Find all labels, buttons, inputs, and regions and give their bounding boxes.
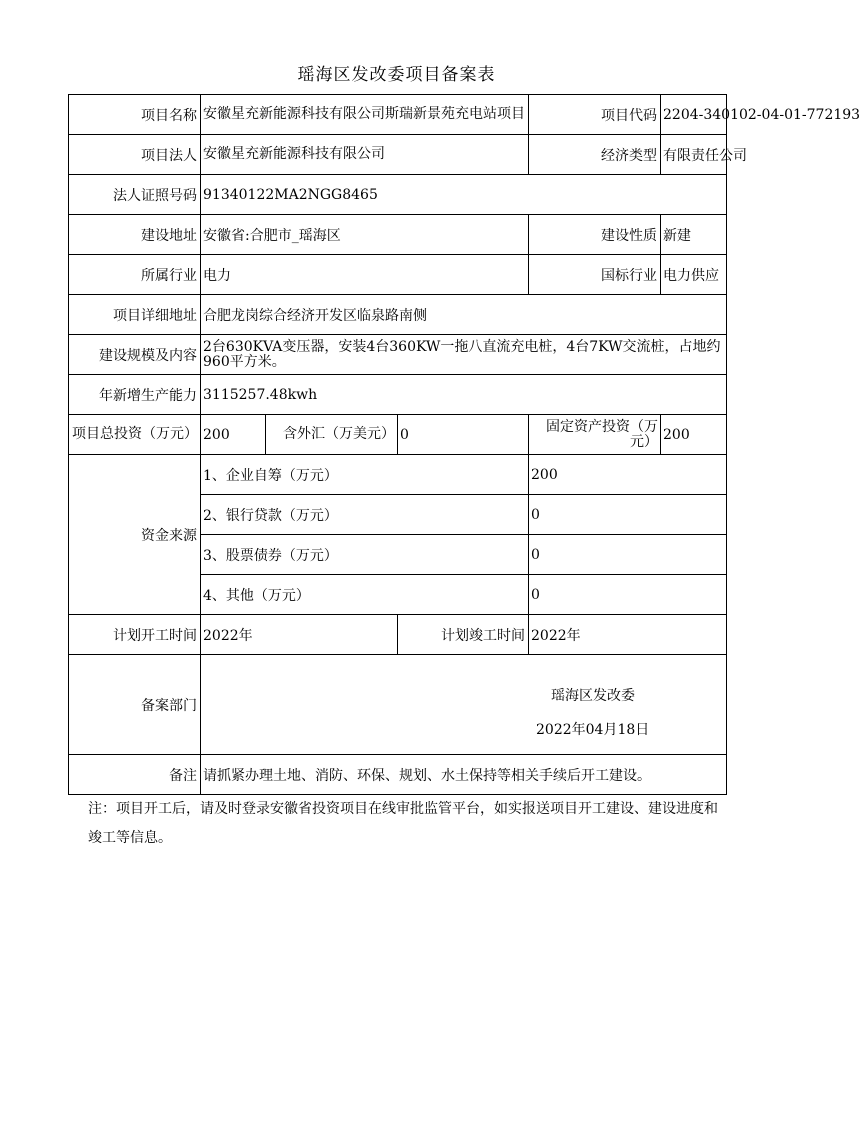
license-no-label: 法人证照号码 xyxy=(69,175,201,215)
industry-value: 电力 xyxy=(201,255,529,295)
finish-time-label: 计划竣工时间 xyxy=(398,615,529,655)
project-code-label: 项目代码 xyxy=(529,95,661,135)
scale-value: 2台630KVA变压器，安装4台360KW一拖八直流充电桩，4台7KW交流桩，占地约960平方米。 xyxy=(201,335,727,375)
row-industry xyxy=(69,255,727,295)
national-industry-value: 电力供应 xyxy=(661,255,727,295)
industry-label: 所属行业 xyxy=(69,255,201,295)
funding-item-value: 200 xyxy=(529,455,727,495)
license-no-value: 91340122MA2NGG8465 xyxy=(201,175,727,215)
address-value: 合肥龙岗综合经济开发区临泉路南侧 xyxy=(201,295,727,335)
capacity-label: 年新增生产能力 xyxy=(69,375,201,415)
record-table xyxy=(68,94,860,795)
address-label: 项目详细地址 xyxy=(69,295,201,335)
dept-label: 备案部门 xyxy=(69,655,201,755)
row-location xyxy=(69,215,727,255)
legal-entity-label: 项目法人 xyxy=(69,135,201,175)
funding-item-label: 2、银行贷款（万元） xyxy=(201,495,529,535)
location-value: 安徽省:合肥市_瑶海区 xyxy=(201,215,529,255)
total-investment-value: 200 xyxy=(201,415,266,455)
economic-type-label: 经济类型 xyxy=(529,135,661,175)
funding-item-label: 3、股票债券（万元） xyxy=(201,535,529,575)
dept-cell xyxy=(201,655,727,755)
dept-date: 2022年04月18日 xyxy=(536,721,650,738)
capacity-value: 3115257.48kwh xyxy=(201,375,727,415)
nature-label: 建设性质 xyxy=(529,215,661,255)
fixed-assets-label: 固定资产投资（万元） xyxy=(529,415,661,455)
start-time-value: 2022年 xyxy=(201,615,398,655)
row-funding-1 xyxy=(69,455,727,495)
funding-item-value: 0 xyxy=(529,495,727,535)
funding-item-label: 4、其他（万元） xyxy=(201,575,529,615)
start-time-label: 计划开工时间 xyxy=(69,615,201,655)
dept-name: 瑶海区发改委 xyxy=(551,687,635,704)
row-dept xyxy=(69,655,727,755)
foreign-exchange-value: 0 xyxy=(398,415,529,455)
legal-entity-value: 安徽星充新能源科技有限公司 xyxy=(201,135,529,175)
page-title: 瑶海区发改委项目备案表 xyxy=(297,65,496,85)
row-schedule xyxy=(69,615,727,655)
project-code-value: 2204-340102-04-01-772193 xyxy=(661,95,727,135)
row-address xyxy=(69,295,727,335)
project-name-label: 项目名称 xyxy=(69,95,201,135)
scale-label: 建设规模及内容 xyxy=(69,335,201,375)
funding-item-value: 0 xyxy=(529,535,727,575)
row-investment xyxy=(69,415,727,455)
footnote: 注：项目开工后，请及时登录安徽省投资项目在线审批监管平台，如实报送项目开工建设、建设进度和竣工等信息。 xyxy=(88,801,718,846)
row-project-name xyxy=(69,95,727,135)
finish-time-value: 2022年 xyxy=(529,615,727,655)
row-capacity xyxy=(69,375,727,415)
row-remark xyxy=(69,755,727,795)
funding-item-value: 0 xyxy=(529,575,727,615)
row-legal-entity xyxy=(69,135,727,175)
nature-value: 新建 xyxy=(661,215,727,255)
row-license xyxy=(69,175,727,215)
location-label: 建设地址 xyxy=(69,215,201,255)
fixed-assets-value: 200 xyxy=(661,415,727,455)
remark-label: 备注 xyxy=(69,755,201,795)
national-industry-label: 国标行业 xyxy=(529,255,661,295)
foreign-exchange-label: 含外汇（万美元） xyxy=(266,415,398,455)
funding-source-label: 资金来源 xyxy=(69,455,201,615)
remark-value: 请抓紧办理土地、消防、环保、规划、水土保持等相关手续后开工建设。 xyxy=(201,755,727,795)
funding-item-label: 1、企业自筹（万元） xyxy=(201,455,529,495)
project-name-value: 安徽星充新能源科技有限公司斯瑞新景苑充电站项目 xyxy=(201,95,529,135)
total-investment-label: 项目总投资（万元） xyxy=(69,415,201,455)
row-scale xyxy=(69,335,727,375)
economic-type-value: 有限责任公司 xyxy=(661,135,727,175)
